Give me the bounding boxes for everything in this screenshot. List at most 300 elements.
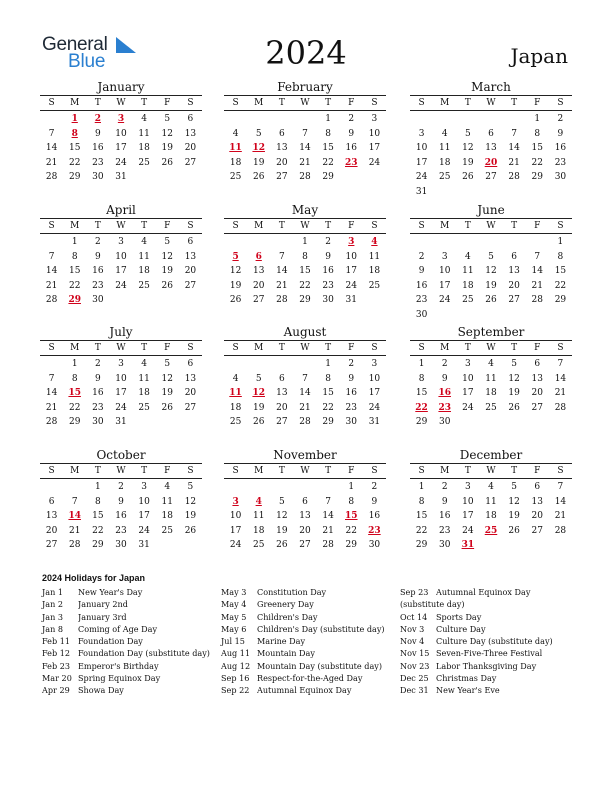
holiday-name: Christmas Day	[436, 673, 497, 684]
day-number: 28	[554, 525, 567, 536]
day-number: 6	[187, 237, 194, 247]
day-number: 19	[161, 266, 173, 276]
day-number: 21	[276, 280, 288, 291]
day-number: 30	[92, 417, 104, 427]
day-number: 28	[508, 172, 520, 182]
weekday-label: S	[48, 466, 55, 476]
day-number: 2	[94, 359, 101, 369]
day-number: 6	[48, 496, 55, 507]
day-number: 31	[345, 295, 357, 305]
day-number: 11	[368, 251, 381, 262]
weekday-label: F	[534, 221, 541, 231]
day-number: 13	[184, 128, 197, 139]
holiday-date: May 4	[221, 599, 247, 610]
month-title: March	[471, 80, 511, 94]
day-number: 31	[368, 417, 381, 427]
day-number: 18	[138, 143, 150, 153]
holiday-day: 29	[68, 295, 81, 305]
day-number: 20	[276, 402, 288, 413]
holiday-entry	[400, 635, 575, 647]
day-number: 22	[345, 525, 357, 536]
holiday-date: Nov 3	[400, 623, 425, 634]
holiday-entry	[400, 672, 575, 684]
day-number: 18	[485, 388, 497, 398]
day-number: 15	[554, 266, 567, 276]
month-title: April	[106, 203, 136, 217]
day-number: 16	[92, 388, 104, 398]
day-number: 31	[138, 540, 150, 550]
day-number: 5	[278, 496, 285, 507]
day-number: 13	[276, 143, 288, 153]
day-number: 10	[368, 373, 381, 384]
day-number: 23	[345, 402, 357, 413]
day-number: 28	[299, 172, 311, 182]
days-grid	[40, 112, 202, 185]
weekday-label: T	[511, 343, 518, 353]
holiday-date: Jan 2	[42, 599, 64, 610]
day-number: 27	[184, 402, 197, 413]
weekday-label: M	[254, 98, 264, 108]
holiday-entry	[42, 660, 217, 672]
day-number: 18	[462, 280, 474, 291]
holiday-day: 22	[415, 402, 428, 413]
month-february	[224, 80, 386, 185]
day-number: 4	[232, 373, 239, 384]
weekday-label: M	[254, 466, 264, 476]
day-number: 6	[511, 251, 517, 262]
weekday-label: T	[141, 466, 148, 476]
weekday-label: S	[557, 466, 564, 476]
day-number: 30	[438, 540, 451, 550]
day-number: 9	[94, 128, 101, 139]
holiday-name: Culture Day (substitute day)	[436, 636, 553, 647]
day-number: 29	[299, 295, 311, 305]
day-number: 31	[115, 417, 127, 427]
day-number: 22	[322, 402, 334, 413]
weekday-header	[40, 218, 202, 234]
day-number: 9	[348, 373, 355, 384]
day-number: 26	[161, 402, 173, 413]
days-grid	[40, 235, 202, 308]
days-grid	[410, 357, 572, 430]
weekday-label: T	[464, 343, 471, 353]
weekday-label: S	[48, 98, 55, 108]
day-number: 20	[184, 388, 197, 398]
day-number: 11	[138, 373, 150, 384]
month-title: July	[109, 325, 133, 339]
day-number: 28	[45, 417, 58, 427]
day-number: 6	[278, 373, 285, 384]
day-number: 8	[418, 373, 425, 384]
day-number: 16	[345, 388, 357, 398]
day-number: 22	[299, 280, 311, 291]
weekday-label: S	[371, 466, 378, 476]
day-number: 28	[45, 172, 58, 182]
empty-cell	[503, 235, 526, 250]
holiday-name: Showa Day	[78, 685, 124, 696]
day-number: 11	[161, 496, 173, 507]
day-number: 1	[94, 482, 101, 492]
weekday-label: S	[371, 221, 378, 231]
day-number: 6	[187, 359, 194, 369]
day-number: 17	[229, 525, 242, 536]
month-title: January	[97, 80, 145, 94]
weekday-label: T	[511, 221, 518, 231]
month-january	[40, 80, 202, 185]
weekday-label: W	[116, 343, 126, 353]
day-number: 27	[252, 295, 265, 305]
day-number: 24	[438, 295, 451, 305]
day-number: 23	[554, 157, 567, 168]
day-number: 14	[508, 143, 520, 153]
weekday-label: F	[534, 343, 541, 353]
day-number: 29	[554, 295, 567, 305]
day-number: 19	[462, 157, 474, 168]
day-number: 12	[161, 373, 173, 384]
day-number: 8	[71, 251, 78, 262]
day-number: 21	[68, 525, 81, 536]
day-number: 21	[45, 280, 58, 291]
day-number: 28	[68, 540, 81, 550]
day-number: 26	[252, 417, 265, 427]
day-number: 22	[68, 402, 81, 413]
month-title: December	[459, 448, 523, 462]
day-number: 27	[276, 417, 288, 427]
month-april	[40, 203, 202, 308]
holiday-name: Respect-for-the-Aged Day	[257, 673, 363, 684]
day-number: 25	[138, 157, 150, 168]
day-number: 1	[418, 359, 425, 369]
day-number: 1	[557, 237, 564, 247]
weekday-label: W	[300, 98, 310, 108]
holiday-entry	[221, 672, 396, 684]
day-number: 8	[418, 496, 425, 507]
weekday-label: M	[440, 466, 450, 476]
day-number: 19	[485, 280, 497, 291]
holiday-date: Nov 15	[400, 648, 430, 659]
day-number: 2	[557, 114, 564, 124]
day-number: 25	[368, 280, 381, 291]
day-number: 7	[48, 373, 55, 384]
day-number: 24	[462, 402, 474, 413]
day-number: 26	[184, 525, 197, 536]
weekday-label: S	[187, 98, 194, 108]
day-number: 10	[462, 496, 474, 507]
day-number: 5	[511, 482, 517, 492]
day-number: 29	[531, 172, 543, 182]
weekday-label: F	[164, 98, 171, 108]
holiday-entry	[42, 586, 217, 598]
empty-cell	[456, 112, 479, 127]
weekday-label: T	[511, 98, 518, 108]
day-number: 19	[184, 511, 197, 521]
day-number: 17	[368, 388, 381, 398]
holiday-date: Dec 31	[400, 685, 429, 696]
day-number: 31	[115, 172, 127, 182]
day-number: 17	[138, 511, 150, 521]
day-number: 25	[438, 172, 451, 182]
day-number: 8	[325, 128, 331, 139]
weekday-label: S	[557, 221, 564, 231]
day-number: 16	[554, 143, 567, 153]
day-number: 9	[94, 373, 101, 384]
day-number: 1	[302, 237, 308, 247]
days-grid	[224, 357, 386, 430]
holiday-column	[42, 586, 217, 697]
day-number: 3	[418, 128, 425, 139]
month-october	[40, 448, 202, 553]
day-number: 30	[322, 295, 334, 305]
day-number: 5	[464, 128, 471, 139]
day-number: 24	[115, 402, 127, 413]
day-number: 12	[161, 128, 173, 139]
day-number: 16	[368, 511, 381, 521]
day-number: 5	[255, 128, 262, 139]
holiday-day: 11	[229, 143, 242, 153]
day-number: 29	[322, 172, 334, 182]
day-number: 28	[276, 295, 288, 305]
day-number: 3	[141, 482, 147, 492]
days-grid	[224, 235, 386, 308]
holiday-date: Jan 1	[42, 587, 64, 597]
holiday-name: Greenery Day	[257, 599, 314, 610]
weekday-label: T	[94, 466, 101, 476]
day-number: 15	[92, 511, 104, 521]
day-number: 19	[252, 157, 265, 168]
day-number: 29	[68, 417, 81, 427]
day-number: 12	[161, 251, 173, 262]
day-number: 24	[345, 280, 357, 291]
day-number: 23	[438, 525, 451, 536]
day-number: 23	[92, 280, 104, 291]
holiday-date: Nov 4	[400, 636, 425, 647]
weekday-label: S	[187, 221, 194, 231]
holiday-name: Sports Day	[436, 611, 482, 622]
weekday-label: T	[325, 221, 332, 231]
day-number: 14	[45, 266, 58, 276]
weekday-header	[40, 95, 202, 111]
day-number: 16	[438, 511, 451, 521]
day-number: 11	[138, 251, 150, 262]
holiday-day: 8	[71, 128, 78, 139]
holiday-entry	[221, 623, 396, 635]
day-number: 10	[438, 266, 451, 276]
holiday-entry	[400, 684, 575, 696]
day-number: 26	[485, 295, 497, 305]
day-number: 10	[115, 251, 127, 262]
holiday-column	[221, 586, 396, 697]
day-number: 10	[138, 496, 150, 507]
holiday-entry	[221, 647, 396, 659]
day-number: 8	[325, 373, 331, 384]
day-number: 18	[138, 266, 150, 276]
weekday-header	[410, 218, 572, 234]
day-number: 27	[184, 157, 197, 168]
day-number: 3	[118, 237, 124, 247]
weekday-label: T	[278, 466, 285, 476]
empty-cell	[247, 357, 270, 372]
holiday-entry	[400, 586, 575, 598]
day-number: 18	[485, 511, 497, 521]
day-number: 22	[415, 525, 428, 536]
day-number: 20	[252, 280, 265, 291]
day-number: 14	[322, 511, 334, 521]
day-number: 5	[488, 251, 494, 262]
day-number: 4	[441, 128, 448, 139]
day-number: 25	[229, 172, 242, 182]
weekday-label: S	[232, 343, 239, 353]
empty-cell	[63, 480, 86, 495]
empty-cell	[317, 480, 340, 495]
weekday-label: M	[70, 466, 80, 476]
day-number: 22	[531, 157, 543, 168]
day-number: 6	[187, 114, 194, 124]
day-number: 21	[299, 402, 311, 413]
empty-cell	[247, 480, 270, 495]
holiday-date: May 3	[221, 587, 247, 597]
holiday-date: Feb 23	[42, 660, 71, 671]
month-title: February	[277, 80, 333, 94]
day-number: 4	[232, 128, 239, 139]
day-number: 24	[368, 157, 381, 168]
day-number: 24	[368, 402, 381, 413]
day-number: 4	[164, 482, 171, 492]
day-number: 13	[276, 388, 288, 398]
day-number: 19	[161, 388, 173, 398]
holiday-date: Aug 12	[221, 660, 251, 671]
day-number: 13	[299, 511, 311, 521]
holiday-day: 3	[348, 237, 355, 247]
holiday-day: 4	[371, 237, 378, 247]
day-number: 24	[229, 540, 242, 550]
weekday-label: T	[141, 98, 148, 108]
day-number: 26	[276, 540, 288, 550]
month-title: September	[457, 325, 525, 339]
day-number: 12	[184, 496, 197, 507]
holiday-date: Dec 25	[400, 673, 429, 684]
day-number: 9	[418, 266, 425, 276]
day-number: 17	[462, 511, 474, 521]
empty-cell	[410, 235, 433, 250]
day-number: 26	[229, 295, 242, 305]
day-number: 25	[161, 525, 173, 536]
holiday-date: Sep 22	[221, 685, 250, 696]
holiday-date: Feb 11	[42, 636, 71, 647]
day-number: 12	[229, 266, 242, 276]
calendar-year: 2024	[265, 34, 347, 72]
holiday-name: Coming of Age Day	[78, 623, 158, 634]
weekday-label: F	[534, 98, 541, 108]
day-number: 2	[418, 251, 425, 262]
day-number: 23	[92, 402, 104, 413]
day-number: 22	[92, 525, 104, 536]
holiday-name: Seven-Five-Three Festival	[436, 648, 543, 659]
weekday-label: T	[464, 221, 471, 231]
weekday-label: T	[94, 98, 101, 108]
day-number: 13	[485, 143, 497, 153]
day-number: 21	[554, 511, 567, 521]
day-number: 29	[415, 540, 428, 550]
day-number: 6	[302, 496, 308, 507]
holiday-name: New Year's Day	[78, 587, 143, 597]
weekday-label: F	[164, 343, 171, 353]
day-number: 11	[252, 511, 265, 521]
day-number: 18	[229, 402, 242, 413]
empty-cell	[270, 112, 293, 127]
holiday-name: Labor Thanksgiving Day	[436, 660, 537, 671]
weekday-header	[224, 340, 386, 356]
day-number: 23	[415, 295, 428, 305]
day-number: 4	[141, 114, 147, 124]
weekday-label: T	[141, 343, 148, 353]
day-number: 7	[71, 496, 78, 507]
day-number: 14	[45, 143, 58, 153]
day-number: 20	[184, 143, 197, 153]
day-number: 3	[464, 359, 471, 369]
day-number: 11	[485, 373, 497, 384]
day-number: 4	[464, 251, 471, 262]
holiday-day: 5	[232, 251, 239, 262]
holiday-entry	[42, 684, 217, 696]
day-number: 30	[415, 309, 428, 320]
day-number: 2	[441, 482, 448, 492]
day-number: 27	[508, 295, 520, 305]
month-title: June	[477, 203, 505, 217]
day-number: 25	[462, 295, 474, 305]
month-december	[410, 448, 572, 553]
weekday-label: M	[440, 343, 450, 353]
day-number: 13	[531, 496, 543, 507]
day-number: 26	[252, 172, 265, 182]
days-grid	[40, 480, 202, 553]
day-number: 26	[508, 525, 520, 536]
day-number: 20	[299, 525, 311, 536]
holiday-day: 1	[71, 114, 78, 124]
holiday-entry	[42, 611, 217, 623]
day-number: 18	[252, 525, 265, 536]
holiday-date: Aug 11	[221, 648, 251, 659]
holiday-day: 3	[232, 496, 239, 507]
logo-text-general: General	[42, 34, 108, 55]
days-grid	[410, 480, 572, 553]
empty-cell	[433, 112, 456, 127]
empty-cell	[40, 357, 63, 372]
empty-cell	[293, 112, 316, 127]
day-number: 21	[554, 388, 567, 398]
weekday-label: T	[464, 98, 471, 108]
weekday-label: T	[94, 221, 101, 231]
holiday-entry	[42, 623, 217, 635]
weekday-label: W	[486, 98, 496, 108]
weekday-label: S	[232, 466, 239, 476]
weekday-label: M	[254, 343, 264, 353]
weekday-header	[40, 463, 202, 479]
holiday-day: 2	[94, 114, 101, 124]
weekday-label: S	[187, 343, 194, 353]
day-number: 18	[438, 157, 451, 168]
weekday-label: T	[141, 221, 148, 231]
day-number: 4	[488, 482, 494, 492]
day-number: 20	[508, 280, 520, 291]
day-number: 12	[485, 266, 497, 276]
holiday-entry	[42, 598, 217, 610]
day-number: 30	[368, 540, 381, 550]
holiday-day: 31	[461, 540, 475, 550]
day-number: 30	[115, 540, 127, 550]
country-name: Japan	[510, 44, 568, 68]
holiday-entry	[42, 647, 217, 659]
day-number: 17	[115, 388, 127, 398]
